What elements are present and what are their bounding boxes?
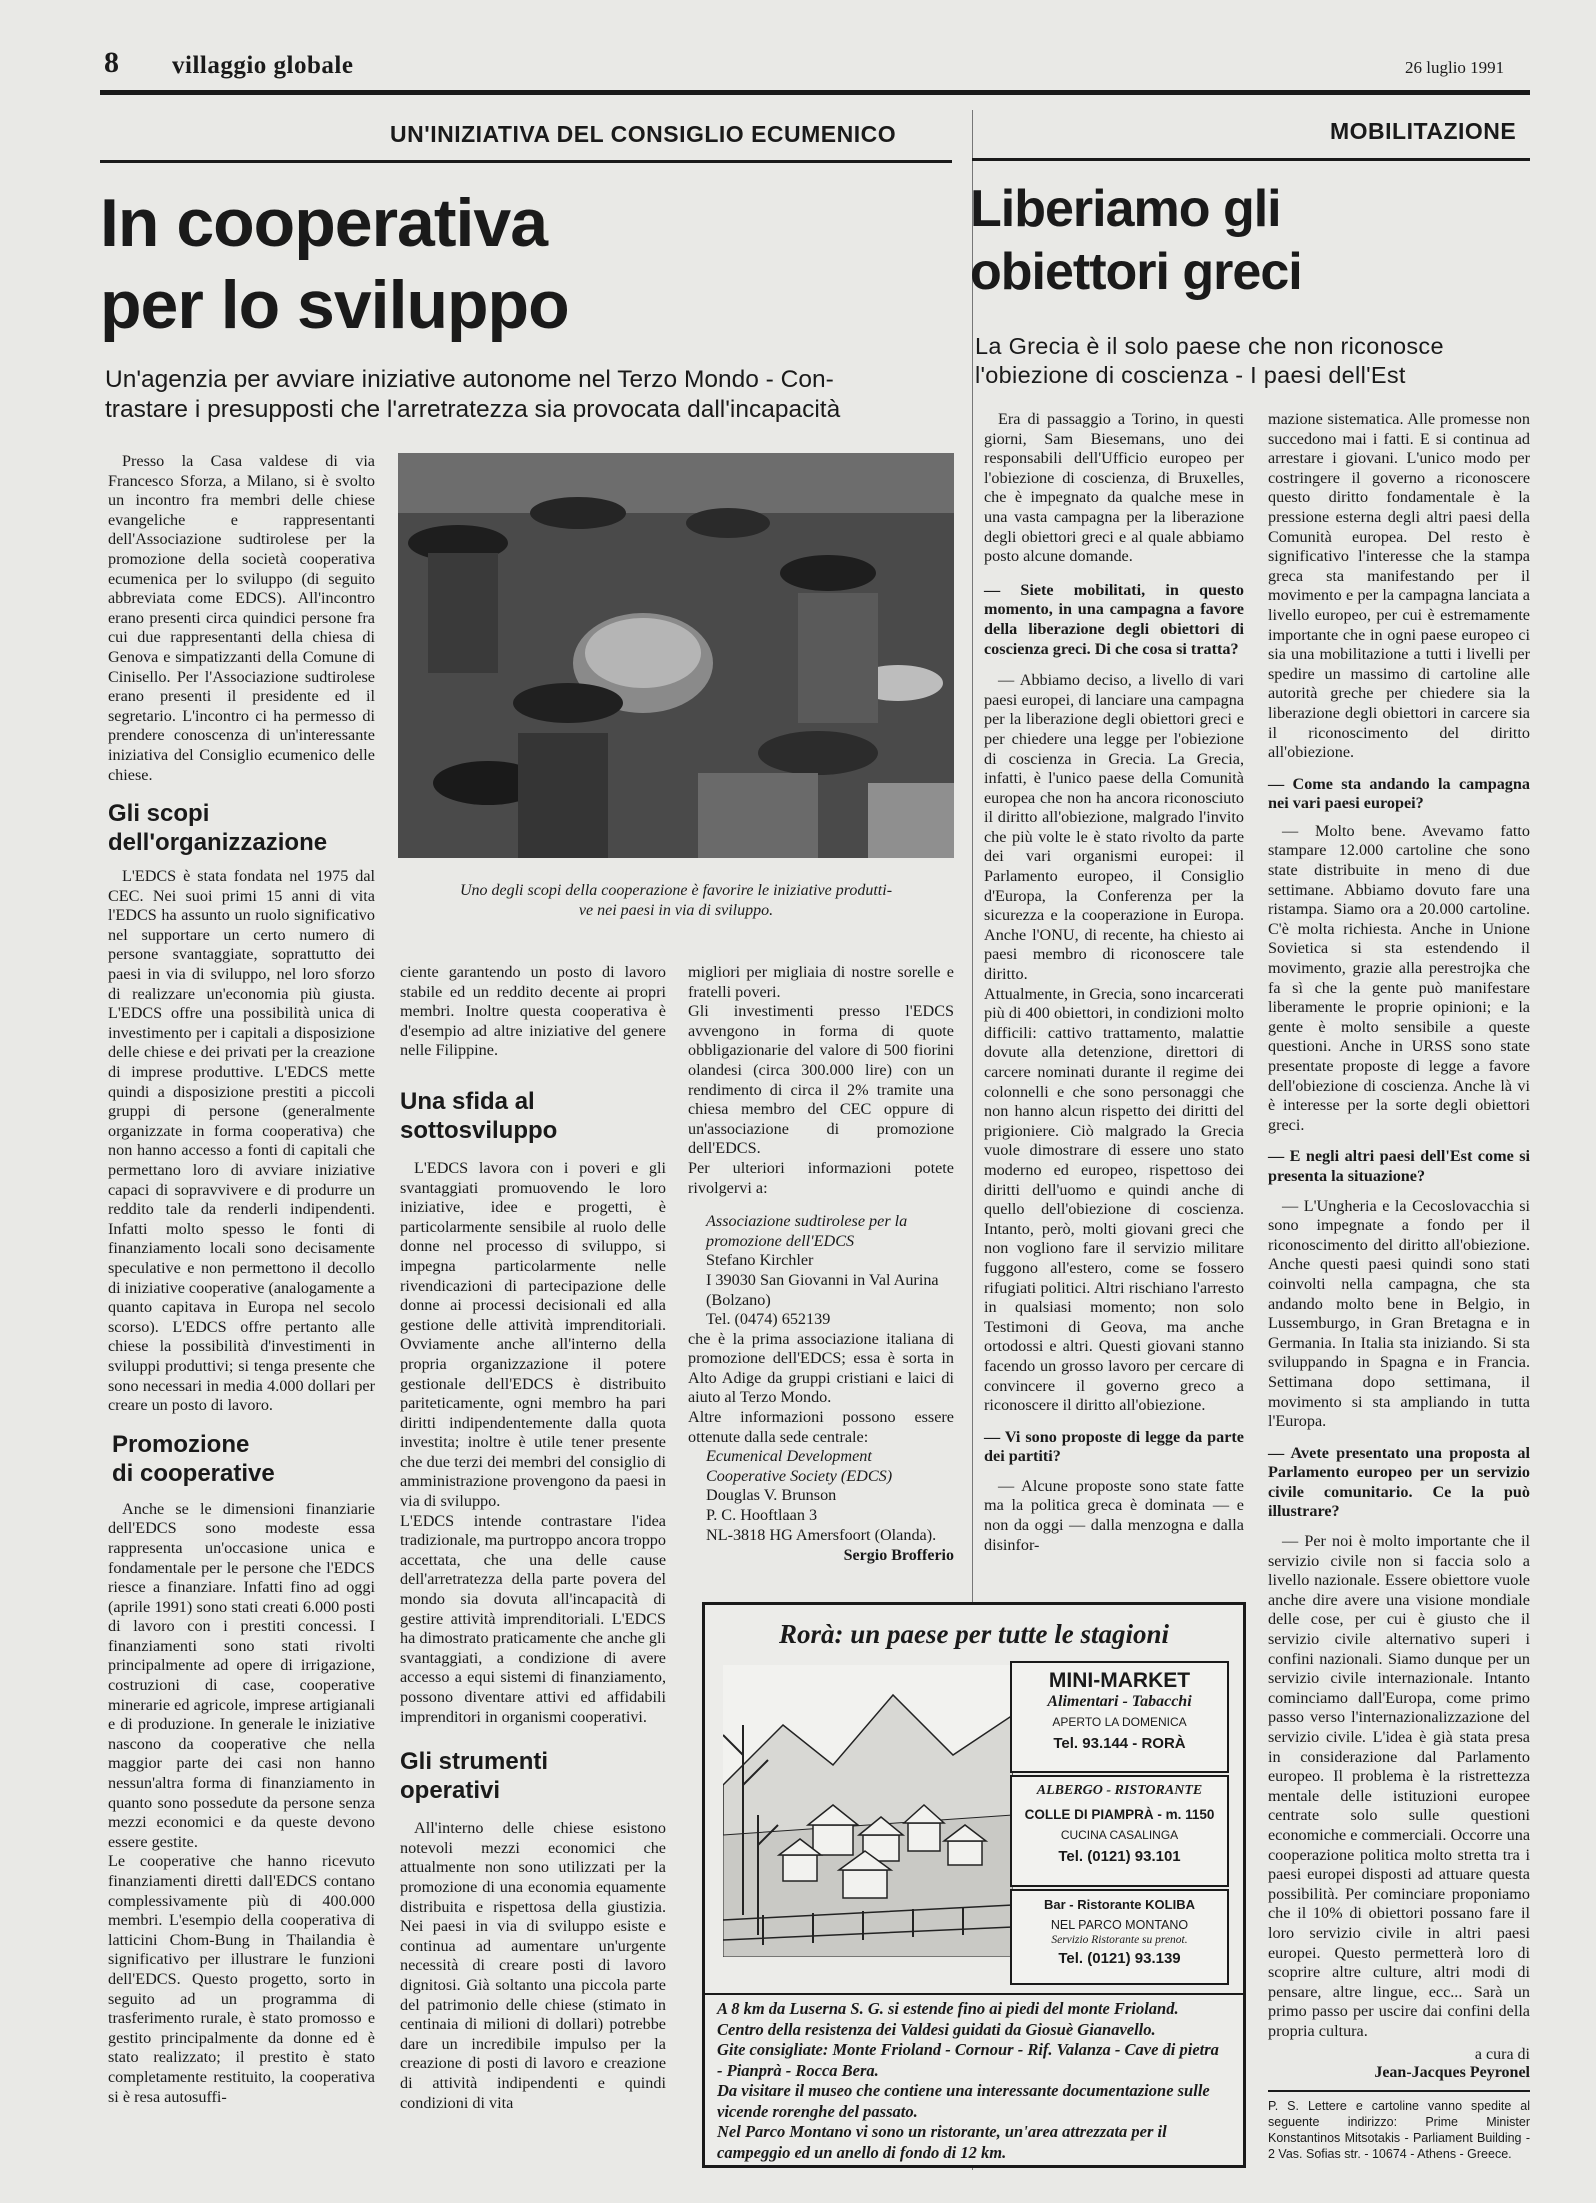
right-col1-answer2: — Alcune proposte sono state fatte ma la politica greca è dominata — e non da oggi — dalla menzogna e dalla disinfor- bbox=[984, 1476, 1244, 1554]
left-subtitle bbox=[105, 365, 955, 425]
left-kicker: UN'INIZIATIVA DEL CONSIGLIO ECUMENICO bbox=[390, 121, 897, 147]
right-col2-cont: mazione sistematica. Alle promesse non succedono mai i fatti. E si continua ad arrestare i giovani. L'unico modo per costringere il governo a riconoscere questo diritto fondamentale è la pressione esterna degli altri paesi della Comunità europea. Del resto è significativo l'interesse che la stampa greca sta manifestando per il movimento e per la campagna lanciata a livello europeo, per cui è estremamente importante che in ogni paese europeo ci sia una mobilitazione a tutti i livelli per spedire un massimo di cartoline alle autorità greche per chiedere sia la liberazione degli obiettori in carcere sia il riconoscimento del diritto all'obiezione. bbox=[1268, 410, 1530, 762]
left-col3-address1-name: Associazione sudtirolese per la promozione dell'EDCS bbox=[706, 1212, 908, 1250]
village-drawing bbox=[723, 1665, 1013, 1957]
left-headline-line2: per lo sviluppo bbox=[100, 267, 569, 343]
right-col2-question1: — Come sta andando la campagna nei vari paesi europei? bbox=[1268, 774, 1530, 813]
left-subtitle-line2: trastare i presupposti che l'arretratezza sia provocata dall'incapacità bbox=[105, 396, 841, 423]
postscript-rule bbox=[1268, 2090, 1530, 2092]
right-col2-question2: — E negli altri paesi dell'Est come si presenta la situazione? bbox=[1268, 1147, 1530, 1185]
paper-name: villaggio globale bbox=[172, 52, 354, 79]
village-illustration bbox=[723, 1665, 1013, 1957]
right-col2-answer1: — Molto bene. Avevamo fatto stampare 12.000 cartoline che sono state distribuite in meno di due settimane. Abbiamo dovuto fare una ristampa. Siamo ora a 20.000 cartoline. C'è molta richiesta. Anche in Unione Sovietica si sta estendendo il movimento, grazie alla perestrojka che fa sì che la gente può manifestare liberamente le proprie opinioni; e la gente è molto sensibile a queste questioni. Anche in URSS sono state presentate proposte di legge a favore dell'obiezione di coscienza. Anche là vi è interesse per la sorte degli obiettori greci. bbox=[1268, 821, 1530, 1134]
right-headline bbox=[970, 178, 1302, 304]
right-credit-name: Jean-Jacques Peyronel bbox=[1374, 2063, 1530, 2081]
koliba-title: Bar - Ristorante KOLIBA bbox=[1044, 1897, 1195, 1912]
postscript: P. S. Lettere e cartoline vanno spedite al seguente indirizzo: Prime Minister Konstantinos Mitsotakis - Parliament Building - 2 Vas. Sofias str. - 10674 - Athens - Greece. bbox=[1268, 2098, 1530, 2161]
advert-description: A 8 km da Luserna S. G. si estende fino ai piedi del monte Frioland. Centro della resistenza dei Valdesi guidati da Giosuè Gianavello. Gite consigliate: Monte Frioland - Cornour - Rif. Valanza - Cave di pietra - Pianprà - Rocca Bera. Da visitare il museo che contiene una interessante documentazione sulle vicende rorenghe del passato. Nel Parco Montano vi sono un ristorante, un'area attrezzata per il campeggio ed un anello di fondo di 12 km. bbox=[717, 1999, 1219, 2162]
left-col1-text-promozione: Anche se le dimensioni finanziarie dell'EDCS sono modeste essa rappresenta un'occasione unica e fondamentale per le persone che l'EDCS riesce a finanziare. Infatti fino ad oggi (aprile 1991) sono stati creati 6.000 posti di lavoro con i prestiti concessi. I finanziamenti sono stati rivolti principalmente ad opere di irrigazione, costruzioni di case, cooperative minerarie ed agricole, imprese artigianali e di produzione. In generale le iniziative nascono da cooperative che nella maggior parte dei casi non hanno nessun'altra forma di finanziamento in quanto sono possedute da persone senza mezzi economici e da queste devono essere gestite. Le cooperative che hanno ricevuto finanziamenti diretti dall'EDCS contano complessivamente più di 400.000 membri. L'esempio della cooperativa di latticini Chom-Bung in Thailandia è significativo per illustrare le funzioni dell'EDCS. Questo progetto, sorto in seguito ad un programma di trasferimento rurale, è stato promosso e gestito principalmente da donne ed è stato realizzato; il prestito è stato completamente restituito, la cooperativa si è resa autosuffi- bbox=[108, 1499, 375, 2106]
issue-date: 26 luglio 1991 bbox=[1405, 58, 1505, 77]
right-subtitle-line2: l'obiezione di coscienza - I paesi dell'Est bbox=[975, 362, 1406, 388]
koliba-line2: Servizio Ristorante su prenot. bbox=[1051, 1934, 1188, 1946]
albergo-line2: CUCINA CASALINGA bbox=[1060, 1828, 1179, 1842]
right-subtitle bbox=[975, 332, 1535, 390]
right-col1-answer1: — Abbiamo deciso, a livello di vari paesi europei, di lanciare una campagna per la liberazione degli obiettori greci e per chiedere una legge per l'obiezione di coscienza in Grecia. La Grecia, infatti, è l'unico paese della Comunità europea che non ha ancora riconosciuto il diritto all'obiezione, malgrado l'invito che più volte le è stato rivolto da parte dei vari organismi europei: il Parlamento europeo, il Consiglio d'Europa, la Conferenza per la sicurezza e la cooperazione in Europa. Anche l'ONU, di recente, ha chiesto ai paesi membro di riconoscere tale diritto. Attualmente, in Grecia, sono incarcerati più di 400 obiettori, in condizioni molto difficili: cattivo trattamento, malattie dovute alla detenzione, direttori di carcere nominati durante il regime dei colonnelli e che sono personaggi che non hanno alcun rispetto dei diritti del prigioniere. Ciò malgrado la Grecia vuole dimostrare di essere uno stato moderno ed europeo, rispettoso dei diritti dell'uomo e quindi anche di quello dell'obiezione di coscienza. Intanto, però, molti giovani greci che non vogliono fare il servizio militare fuggono all'estero, come se fossero rifugiati politici. Altri rischiano l'arresto in qualsiasi momento; non solo Testimoni di Geova, ma anche ortodossi e altri. Questi giovani stanno facendo un grosso lavoro per cercare di convincere il governo greco a riconoscere il diritto all'obiezione. bbox=[984, 671, 1244, 1415]
rora-advert bbox=[702, 1602, 1246, 2168]
minimarket-line1: Alimentari - Tabacchi bbox=[1047, 1693, 1192, 1710]
right-kicker-rule bbox=[972, 158, 1530, 161]
left-col1 bbox=[108, 452, 375, 2107]
left-col2-text-cont: ciente garantendo un posto di lavoro stabile ed un reddito decente ai propri membri. Inoltre questa cooperativa è d'esempio ad altre iniziative del genere nelle Filippine. bbox=[400, 963, 666, 1060]
left-col2-heading-strumenti: Gli strumenti operativi bbox=[400, 1748, 549, 1805]
left-col1-text-scopi: L'EDCS è stata fondata nel 1975 dal CEC. Nei suoi primi 15 anni di vita l'EDCS ha assunto un ruolo significativo nel supportare un certo numero di persone svantaggiate, soprattutto dei paesi in via di sviluppo, nel loro sforzo di realizzare un'economia più giusta. L'EDCS offre una possibilità unica di investimento per i capitali a disposizione delle chiese e dei privati per la creazione di imprese produttive. L'EDCS mette quindi a disposizione prestiti a piccoli gruppi di persone (generalmente organizzate in forma cooperativa) che non hanno accesso a fonti di capitali che permettano loro di avviare iniziative capaci di sopravvivere e di produrre un reddito tale da renderli indipendenti. Infatti molto spesso le fonti di finanziamento locali sono decisamente speculative e non permettono il decollo di iniziative cooperative (analogamente a quanto capitava in Europa nel secolo scorso). L'EDCS offre pertanto alle chiese la possibilità d'investimenti in sviluppi produttivi; si tenga presente che sono necessari in media 4.000 dollari per creare un posto di lavoro. bbox=[108, 867, 375, 1415]
right-subtitle-line1: La Grecia è il solo paese che non riconosce bbox=[975, 333, 1444, 359]
photo-caption: Uno degli scopi della cooperazione è favorire le iniziative produtti- ve nei paesi in via di sviluppo. bbox=[459, 882, 893, 919]
left-col2 bbox=[400, 963, 666, 2113]
koliba-tel: Tel. (0121) 93.139 bbox=[1058, 1950, 1181, 1967]
photo-image bbox=[398, 453, 954, 858]
minimarket-line2: APERTO LA DOMENICA bbox=[1052, 1715, 1187, 1729]
left-col2-text-strumenti: All'interno delle chiese esistono notevoli mezzi economici che attualmente non sono utilizzati per la promozione di una economia equamente distribuita e rispettosa della giustizia. Nei paesi in via di sviluppo esiste e continua ad aumentare un'urgente necessità di creare posti di lavoro dignitosi. Già soltanto una piccola parte del patrimonio delle chiese (stimato in centinaia di milioni di dollari) potrebbe dare un incredibile impulso per la creazione di posti di lavoro e creazione di attività indipendenti e quindi condizioni di vita bbox=[400, 1819, 666, 2112]
right-kicker: MOBILITAZIONE bbox=[1330, 118, 1517, 144]
right-col1-question1: — Siete mobilitati, in questo momento, in una campagna a favore della liberazione degli obiettori di coscienza greci. Di che cosa si tratta? bbox=[984, 580, 1244, 658]
right-col2-answer2: — L'Ungheria e la Cecoslovacchia si sono impegnate a fondo per il riconoscimento del diritto all'obiezione. Anche questi paesi quindi sono stati coinvolti nella campagna, che sta andando molto bene in Belgio, in Lussemburgo, in Gran Bretagna e in Germania. In Italia sta iniziando. Si sta sviluppando in Spagna e in Francia. Settimana dopo settimana, il movimento si sta ampliando in tutta l'Europa. bbox=[1268, 1196, 1530, 1431]
albergo-line1: COLLE DI PIAMPRÀ - m. 1150 bbox=[1024, 1807, 1215, 1822]
right-col2-answer3: — Per noi è molto importante che il servizio civile non si faccia solo a livello nazionale. Essere obiettore vuole anche dire avere una visione mondiale delle cose, per cui è giusto che il servizio civile alternativo superi i confini nazionali. Siamo dunque per un servizio civile internazionale. Intanto cominciamo dall'Europa, come primo passo verso l'internazionalizzazione del servizio civile. L'idea è già stata presa in considerazione dal Parlamento europeo. Il problema è la ristrettezza mentale delle istituzioni europee centrate solo sulle questioni economiche e commerciali. Occorre una cooperazione politica molto stretta tra i paesi europei disposti ad attuare questa possibilità. Per cominciare proponiamo che il 10% di obiettori possano fare il loro servizio civile in altri paesi europei. Questo permetterà loro di scoprire altre culture, altri modi di pensare, altre lingue, ecc... Sarà un primo passo per uscire dai confini della propria cultura. bbox=[1268, 1532, 1531, 2040]
left-col3-address2: Douglas V. Brunson P. C. Hooftlaan 3 NL-3818 HG Amersfoort (Olanda). bbox=[706, 1486, 937, 1544]
left-col1-heading-promozione: Promozione di cooperative bbox=[112, 1430, 275, 1487]
albergo-title: ALBERGO - RISTORANTE bbox=[1036, 1783, 1203, 1798]
right-headline-line1: Liberiamo gli bbox=[970, 180, 1281, 238]
left-headline bbox=[100, 182, 569, 346]
right-headline-line2: obiettori greci bbox=[970, 243, 1302, 301]
left-col3-address2-name: Ecumenical Development Cooperative Society (EDCS) bbox=[706, 1447, 893, 1485]
left-col3-address1: Stefano Kirchler I 39030 San Giovanni in Val Aurina (Bolzano) Tel. (0474) 652139 bbox=[706, 1251, 939, 1329]
koliba-box bbox=[1010, 1889, 1229, 1985]
left-kicker-rule bbox=[100, 160, 952, 163]
left-col2-heading-sfida: Una sfida al sottosviluppo bbox=[400, 1087, 558, 1144]
right-col2 bbox=[1268, 410, 1530, 2162]
header-rule bbox=[100, 90, 1530, 95]
minimarket-title: MINI-MARKET bbox=[1048, 1669, 1191, 1692]
left-col3-text-associazione: che è la prima associazione italiana di promozione dell'EDCS; essa è sorta in Alto Adige da gruppi cristiani e laici di aiuto al Terzo Mondo. Altre informazioni possono essere ottenute dalla sede centrale: bbox=[688, 1329, 954, 1446]
left-subtitle-line1: Un'agenzia per avviare iniziative autonome nel Terzo Mondo - Con- bbox=[105, 366, 834, 393]
advert-divider bbox=[705, 1993, 1243, 1995]
minimarket-box bbox=[1010, 1661, 1229, 1773]
page-number: 8 bbox=[104, 46, 119, 79]
left-headline-line1: In cooperativa bbox=[100, 185, 548, 261]
page-header bbox=[0, 0, 1596, 100]
albergo-box bbox=[1010, 1775, 1229, 1887]
left-col1-intro: Presso la Casa valdese di via Francesco Sforza, a Milano, si è svolto un incontro fra membri delle chiese evangeliche e rappresentanti dell'Associazione sudtirolese per la promozione della società cooperativa ecumenica per lo sviluppo (di seguito abbreviata come EDCS). All'incontro erano presenti circa quindici persone fra cui due rappresentanti della chiesa di Genova e simpatizzanti della Comune di Cinisello. Per l'Associazione sudtirolese erano presenti il presidente ed il segretario. L'incontro ci ha permesso di prendere conoscenza di un'interessante iniziativa del Consiglio ecumenico delle chiese. bbox=[108, 452, 375, 784]
albergo-tel: Tel. (0121) 93.101 bbox=[1058, 1848, 1181, 1865]
right-col2-question3: — Avete presentato una proposta al Parlamento europeo per un servizio civile comunitario. Ce la può illustrare? bbox=[1268, 1443, 1530, 1521]
left-col2-text-sfida: L'EDCS lavora con i poveri e gli svantaggiati promuovendo le loro iniziative, idee e progetti, è particolarmente sensibile al ruolo delle donne nel processo di sviluppo, si impegna particolarmente nelle rivendicazioni di partecipazione delle donne ai processi decisionali ed alla gestione delle attività imprenditoriali. Ovviamente anche all'interno della propria organizzazione il potere gestionale dell'EDCS è distribuito pariteticamente, ogni membro ha pari diritti indipendentemente dalla quota investita; inoltre è utile tener presente che due terzi dei membri del consiglio di amministrazione provengono da paesi in via di sviluppo. L'EDCS intende contrastare l'idea tradizionale, ma purtroppo ancora troppo accettata, che una delle cause dell'arretratezza della parte povera del mondo sia dovuta all'incapacità di gestire attività imprenditoriali. L'EDCS ha dimostrato praticamente che anche gli svantaggiati, a condizione di avere accesso a equi sistemi di finanziamento, possono diventare attivi ed affidabili imprenditori in organismi cooperativi. bbox=[400, 1158, 666, 1726]
minimarket-tel: Tel. 93.144 - RORÀ bbox=[1053, 1735, 1186, 1752]
right-col1-intro: Era di passaggio a Torino, in questi giorni, Sam Biesemans, uno dei responsabili dell'Ufficio europeo per l'obiezione di coscienza, di Bruxelles, che è impegnato da qualche mese in una vasta campagna per la liberazione degli obiettori greci e al quale abbiamo posto alcune domande. bbox=[984, 410, 1244, 566]
left-col3-text-investimenti: migliori per migliaia di nostre sorelle e fratelli poveri. Gli investimenti presso l'EDCS avvengono in forma di quote obbligazionarie del valore di 500 fiorini olandesi (circa 300.000 lire) con un rendimento di circa il 2% tramite una chiesa membro del CEC oppure di un'associazione di promozione dell'EDCS. Per ulteriori informazioni potete rivolgervi a: bbox=[688, 963, 954, 1197]
left-col1-heading-scopi: Gli scopi dell'organizzazione bbox=[108, 800, 328, 857]
cooperative-photo bbox=[398, 453, 954, 858]
advert-title: Rorà: un paese per tutte le stagioni bbox=[778, 1619, 1170, 1649]
left-col3 bbox=[688, 963, 954, 1565]
koliba-line1: NEL PARCO MONTANO bbox=[1050, 1918, 1189, 1932]
right-credit-prefix: a cura di bbox=[1474, 2045, 1530, 2063]
right-col1 bbox=[984, 410, 1244, 1555]
right-col1-question2: — Vi sono proposte di legge da parte dei partiti? bbox=[984, 1427, 1244, 1466]
left-byline: Sergio Brofferio bbox=[843, 1547, 954, 1565]
